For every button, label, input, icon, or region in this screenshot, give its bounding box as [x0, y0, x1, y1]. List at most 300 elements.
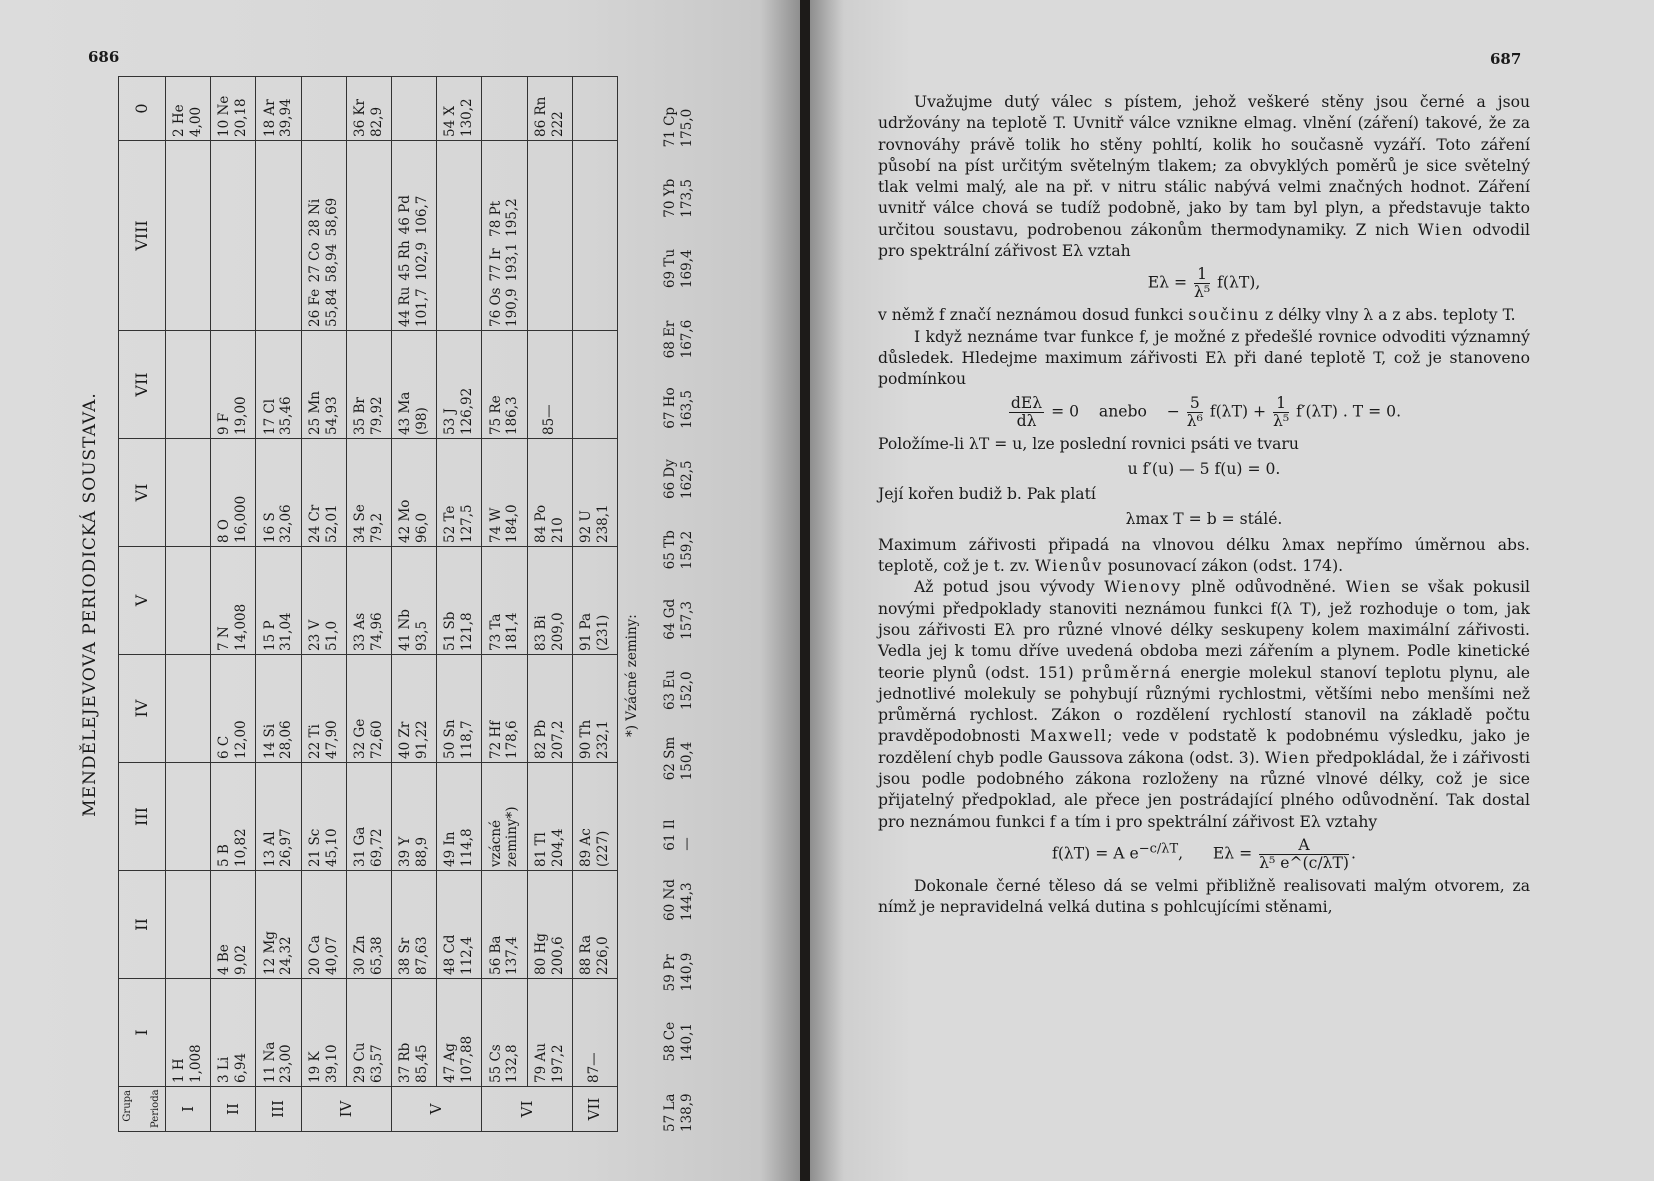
element-cell	[437, 77, 482, 141]
element-cell	[166, 141, 211, 331]
element-symbol: 81 Tl	[532, 832, 549, 867]
element-cell	[391, 77, 436, 141]
periodic-table	[118, 76, 618, 1132]
element-weight: 96,0	[414, 512, 431, 543]
element-cell	[166, 763, 211, 871]
element-weight: 163,5	[678, 390, 695, 429]
element-cell	[437, 871, 482, 979]
element-weight: 74,96	[368, 612, 385, 651]
element-weight: 9,02	[233, 944, 250, 975]
element-symbol: 39 Y	[397, 836, 414, 867]
element-symbol: 35 Br	[351, 397, 368, 435]
element-weight: 118,7	[459, 720, 476, 759]
element-symbol: 73 Ta	[487, 613, 504, 651]
element-cell	[166, 331, 211, 439]
element-cell	[301, 141, 346, 331]
element-cell	[166, 77, 211, 141]
element-cell	[256, 547, 301, 655]
element-symbol: 74 W	[487, 507, 504, 543]
period-row	[211, 77, 256, 1132]
element-symbol: 12 Mg	[261, 931, 278, 975]
element-cell	[527, 763, 572, 871]
element-cell	[166, 871, 211, 979]
element-symbol: 86 Rn	[532, 96, 549, 137]
element-weight: 4,00	[188, 106, 205, 137]
rare-earth-element	[662, 499, 696, 569]
group-header: I	[119, 979, 166, 1087]
element-symbol: 31 Ga	[351, 826, 368, 867]
element-symbol: 83 Bi	[532, 615, 549, 651]
period-row	[346, 77, 391, 1132]
rare-earth-element	[662, 429, 696, 499]
element-weight: 121,8	[459, 612, 476, 651]
element-symbol: 45 Rh	[397, 240, 414, 281]
element-cell	[527, 871, 572, 979]
element-weight: 138,9	[678, 1093, 695, 1132]
period-row	[301, 77, 346, 1132]
element-cell	[572, 763, 617, 871]
element-weight: 159,2	[678, 530, 695, 570]
element-symbol: 41 Nb	[397, 609, 414, 651]
corner-cell	[119, 1087, 166, 1132]
element-cell	[437, 979, 482, 1087]
element-triad-item	[397, 240, 431, 280]
equation-maximum-condition: $\frac{\text{dEλ}}{d\lambda}$ = 0 anebo − $\frac{5}{\text{λ⁶}}$ f(λT) + $\frac{1}{\text{λ⁵}}$ f′(λT) . T = 0.	[1010, 393, 1402, 430]
element-weight: 184,0	[504, 504, 521, 543]
rare-earth-element	[662, 569, 696, 639]
element-cell	[482, 77, 527, 141]
element-symbol: 61 Il	[662, 819, 678, 851]
element-weight: 12,00	[233, 720, 250, 759]
body-text	[878, 92, 1530, 919]
element-weight: 181,4	[504, 612, 521, 651]
element-symbol: 49 In	[442, 831, 459, 867]
element-cell	[391, 331, 436, 439]
element-weight: 39,94	[278, 98, 295, 137]
element-symbol: 21 Sc	[306, 828, 323, 867]
element-weight: 210	[549, 517, 566, 543]
element-weight: 178,6	[504, 720, 521, 759]
element-cell	[256, 871, 301, 979]
element-triad-item	[488, 243, 522, 282]
element-cell	[482, 979, 527, 1087]
element-weight: 232,1	[594, 720, 611, 759]
element-symbol: 65 Tb	[662, 530, 678, 570]
group-header: VII	[119, 331, 166, 439]
element-symbol: 6 C	[216, 735, 233, 759]
element-symbol: 26 Fe	[306, 288, 323, 327]
element-cell	[572, 439, 617, 547]
element-cell	[391, 439, 436, 547]
element-weight: 24,32	[278, 936, 295, 975]
element-symbol: 48 Cd	[442, 934, 459, 975]
element-cell	[527, 979, 572, 1087]
element-symbol: 50 Sn	[442, 719, 459, 759]
element-weight: 152,0	[678, 671, 695, 711]
element-weight: 40,07	[323, 936, 340, 975]
element-symbol: 51 Sb	[442, 611, 459, 651]
element-weight: 140,1	[678, 1023, 695, 1062]
element-weight: 51,0	[323, 620, 340, 651]
element-symbol: 33 As	[351, 612, 368, 651]
rare-earth-element	[662, 991, 696, 1061]
element-cell	[572, 547, 617, 655]
rare-earth-element	[662, 77, 696, 147]
rare-earths-block	[624, 77, 734, 1132]
element-weight: 58,94	[323, 243, 340, 283]
element-cell	[256, 439, 301, 547]
element-weight: 162,5	[678, 460, 695, 500]
element-cell	[301, 439, 346, 547]
element-weight: 55,84	[323, 288, 340, 327]
element-weight: 190,9	[504, 288, 521, 327]
period-label: II	[211, 1087, 256, 1132]
paragraph-1: Uvažujme dutý válec s pístem, jehož veškeré stěny jsou černé a jsou udržovány na teplotě T. Uvnitř válce vznikne elmag. vlnění (záření) takové, že za rovnováhy právě tolik ho stěny pohltí, kolik ho současně vyzáří. Toto záření působí na píst určitým světelným tlakem; za obvyklých poměrů je sice světelný tlak velmi malý, ale na př. v nitru stálic nabývá velmi značných hodnot. Záření uvnitř válce chová se tudíž podobně, jako by tam byl plyn, a představuje takto určitou soustavu, podrobenou zákonům thermodynamiky. Z nich Wien odvodil pro spektrální zářivost Eλ vztah	[878, 93, 1530, 261]
element-symbol: 19 K	[306, 1051, 323, 1083]
element-cell	[211, 439, 256, 547]
element-cell	[527, 439, 572, 547]
element-weight: 101,7	[414, 288, 431, 327]
element-cell	[211, 331, 256, 439]
element-symbol: 30 Zn	[351, 935, 368, 975]
element-cell	[572, 141, 617, 331]
group-header: IV	[119, 655, 166, 763]
element-weight: 186,3	[504, 396, 521, 435]
element-weight: 222	[549, 111, 566, 137]
element-cell	[211, 141, 256, 331]
element-symbol: 5 B	[216, 844, 233, 867]
rare-earth-element	[662, 921, 696, 991]
element-weight: 82,9	[368, 106, 385, 137]
element-weight: 14,008	[233, 603, 250, 651]
element-cell	[527, 331, 572, 439]
element-weight: 28,06	[278, 720, 295, 759]
period-label: V	[391, 1087, 481, 1132]
element-cell	[527, 77, 572, 141]
rare-earth-element	[662, 851, 696, 921]
element-cell	[572, 331, 617, 439]
element-weight: 157,3	[678, 601, 695, 640]
element-cell	[482, 547, 527, 655]
period-row	[572, 77, 617, 1132]
corner-period-label: Perioda	[149, 1089, 161, 1128]
element-symbol: 75 Re	[487, 395, 504, 435]
element-symbol: 62 Sm	[662, 736, 678, 781]
element-symbol: 37 Rb	[397, 1042, 414, 1083]
element-weight: 54,93	[323, 396, 340, 435]
element-cell	[346, 439, 391, 547]
rare-earth-element	[662, 288, 696, 358]
element-weight: 238,1	[594, 504, 611, 543]
element-symbol: 9 F	[216, 412, 233, 435]
element-cell	[256, 141, 301, 331]
element-symbol: 72 Hf	[487, 720, 504, 759]
element-weight: 63,57	[368, 1044, 385, 1083]
element-weight: 20,18	[233, 98, 250, 137]
element-weight: —	[678, 837, 695, 851]
element-weight: 6,94	[233, 1052, 250, 1083]
page-number-right: 687	[1490, 50, 1522, 68]
element-symbol: 56 Ba	[487, 935, 504, 975]
element-symbol: 14 Si	[261, 723, 278, 759]
period-label: III	[256, 1087, 301, 1132]
element-weight: 79,2	[368, 512, 385, 543]
period-row	[166, 77, 211, 1132]
group-header: 0	[119, 77, 166, 141]
element-cell	[301, 547, 346, 655]
element-symbol: 90 Th	[577, 719, 594, 759]
element-cell	[346, 141, 391, 331]
element-cell	[482, 331, 527, 439]
rare-earth-element	[662, 710, 696, 780]
element-cell	[211, 871, 256, 979]
element-symbol: 84 Po	[532, 504, 549, 543]
element-symbol: 54 X	[442, 105, 459, 137]
element-cell	[482, 871, 527, 979]
element-symbol: 47 Ag	[442, 1043, 459, 1083]
group-header: VI	[119, 439, 166, 547]
element-cell	[437, 331, 482, 439]
element-weight: 39,10	[323, 1044, 340, 1083]
element-symbol: 3 Li	[216, 1056, 233, 1083]
element-symbol: 25 Mn	[306, 391, 323, 435]
periodic-table-block	[80, 77, 738, 1132]
element-triad-item	[397, 195, 431, 234]
element-cell	[301, 655, 346, 763]
element-cell	[301, 331, 346, 439]
element-cell	[572, 979, 617, 1087]
paragraph-2: v němž f značí neznámou dosud funkci součinu z délky vlny λ a z abs. teploty T.	[878, 306, 1516, 325]
element-symbol: 92 U	[577, 510, 594, 543]
element-triad-item	[307, 288, 341, 327]
element-symbol: 28 Ni	[306, 198, 323, 237]
element-weight: 197,2	[549, 1044, 566, 1083]
element-symbol: 77 Ir	[487, 248, 504, 282]
element-cell	[437, 763, 482, 871]
element-cell	[166, 547, 211, 655]
element-weight: (98)	[414, 407, 431, 435]
element-symbol: 89 Ac	[577, 828, 594, 867]
element-cell	[482, 655, 527, 763]
element-symbol: 57 La	[662, 1093, 678, 1132]
paragraph-7: Až potud jsou vývody Wienovy plně odůvodněné. Wien se však pokusil novými předpoklady stanoviti neznámou funkci f(λ T), jež rozhoduje o tom, jak jsou zářivosti Eλ pro různé vlnové délky seskupeny kolem maximální zářivosti. Vedla jej k tomu dříve uvedená obdoba mezi zářením a plynem. Podle kinetické teorie plynů (odst. 151) průměrná energie molekul stanoví teplotu plynu, ale jednotlivé molekuly se pohybují různými rychlostmi, většími nebo menšími než průměrná rychlost. Zákon o rozdělení rychlostí stanovil na základě počtu pravděpodobnosti Maxwell; vede v podstatě k podobnému výsledku, jako je rozdělení chyb podle Gaussova zákona (odst. 3). Wien předpokládal, že i zářivosti jsou podle podobného zákona rozloženy na různé vlnové délky, což je sice přijatelný předpoklad, ale přece jen postrádající plného odůvodnění. Tak dostal pro neznámou funkci f a tím i pro spektrální zářivost Eλ vztahy	[878, 578, 1530, 831]
element-weight: 19,00	[233, 396, 250, 435]
period-label: IV	[301, 1087, 391, 1132]
left-page	[0, 0, 800, 1181]
element-weight: zeminy*)	[504, 806, 521, 867]
element-cell	[391, 763, 436, 871]
element-weight: 204,4	[549, 828, 566, 867]
page-number-left: 686	[88, 48, 120, 66]
element-weight: 79,92	[368, 396, 385, 435]
element-cell	[346, 655, 391, 763]
element-symbol: 66 Dy	[662, 459, 678, 500]
element-symbol: 10 Ne	[216, 95, 233, 137]
element-weight: 35,46	[278, 396, 295, 435]
element-symbol: 59 Pr	[662, 954, 678, 992]
paragraph-3: I když neznáme tvar funkce f, je možné z předešlé rovnice odvoditi významný důsledek. Hledejme maximum zářivosti Eλ při dané teplotě T, což je stanoveno podmínkou	[878, 327, 1530, 389]
element-cell	[391, 979, 436, 1087]
element-cell	[482, 763, 527, 871]
element-symbol: 34 Se	[351, 504, 368, 543]
element-symbol: 29 Cu	[351, 1042, 368, 1083]
element-cell	[256, 331, 301, 439]
period-row	[527, 77, 572, 1132]
rare-earth-element	[662, 640, 696, 710]
element-symbol: 27 Co	[306, 242, 323, 283]
group-header: V	[119, 547, 166, 655]
element-weight: 69,72	[368, 828, 385, 867]
paragraph-4: Položíme-li λT = u, lze poslední rovnici psáti ve tvaru	[878, 434, 1299, 453]
element-symbol: 52 Te	[442, 505, 459, 543]
element-cell	[301, 77, 346, 141]
element-symbol: 38 Sr	[397, 937, 414, 975]
element-cell	[527, 655, 572, 763]
element-symbol: 8 O	[216, 519, 233, 543]
element-symbol: 85—	[541, 404, 558, 435]
element-weight: 106,7	[414, 195, 431, 235]
element-symbol: 2 He	[171, 104, 188, 137]
table-title: MENDĚLEJEVOVA PERIODICKÁ SOUSTAVA.	[80, 392, 100, 817]
element-symbol: 22 Ti	[306, 724, 323, 759]
element-symbol: 4 Be	[216, 944, 233, 975]
element-symbol: 32 Ge	[351, 718, 368, 759]
element-symbol: 78 Pt	[487, 200, 504, 237]
element-weight: (231)	[594, 614, 611, 651]
element-cell	[346, 547, 391, 655]
element-weight: 127,5	[459, 504, 476, 543]
equation-wien-spectral: Eλ = $\frac{1}{\text{λ⁵}}$ f(λT),	[1147, 265, 1261, 302]
element-symbol: 1 H	[171, 1058, 188, 1083]
element-weight: 23,00	[278, 1044, 295, 1083]
period-row	[391, 77, 436, 1132]
period-row	[256, 77, 301, 1132]
element-symbol: 91 Pa	[577, 613, 594, 651]
element-symbol: 24 Cr	[306, 504, 323, 543]
rare-earth-element	[662, 780, 696, 850]
equation-lambda-max: λmax T = b = stálé.	[1125, 510, 1283, 529]
element-symbol: vzácné	[487, 819, 504, 867]
element-symbol: 16 S	[261, 512, 278, 543]
element-symbol: 63 Eu	[662, 670, 678, 711]
element-weight: 209,0	[549, 612, 566, 651]
element-cell	[211, 547, 256, 655]
element-weight: 31,04	[278, 612, 295, 651]
element-cell	[301, 871, 346, 979]
element-cell	[211, 763, 256, 871]
period-row	[482, 77, 527, 1132]
element-triad-item	[488, 288, 522, 327]
element-cell	[211, 655, 256, 763]
paragraph-8: Dokonale černé těleso dá se velmi přibližně realisovati malým otvorem, za nímž je nepravidelná velká dutina s pohlcujícími stěnami,	[878, 876, 1530, 917]
element-weight: 47,90	[323, 720, 340, 759]
corner-group-label: Grupa	[122, 1090, 133, 1122]
element-triad-item	[397, 287, 431, 327]
equation-u: u f′(u) — 5 f(u) = 0.	[1127, 459, 1281, 478]
element-cell	[301, 979, 346, 1087]
element-cell	[256, 77, 301, 141]
element-weight: 72,60	[368, 720, 385, 759]
element-weight: 32,06	[278, 504, 295, 543]
element-triad-item	[307, 198, 341, 237]
element-weight: 85,45	[414, 1044, 431, 1083]
rare-earth-element	[662, 147, 696, 217]
element-symbol: 60 Nd	[662, 879, 678, 922]
element-weight: 193,1	[504, 242, 521, 282]
element-weight: 167,6	[678, 319, 695, 359]
element-symbol: 58 Ce	[662, 1021, 678, 1062]
element-weight: 91,22	[414, 720, 431, 759]
element-cell	[437, 439, 482, 547]
rare-earth-element	[662, 218, 696, 288]
element-symbol: 11 Na	[261, 1041, 278, 1083]
element-symbol: 18 Ar	[261, 99, 278, 137]
element-symbol: 7 N	[216, 626, 233, 651]
element-symbol: 46 Pd	[397, 195, 414, 235]
element-symbol: 13 Al	[261, 831, 278, 867]
element-symbol: 40 Zr	[397, 721, 414, 759]
element-weight: 114,8	[459, 828, 476, 867]
element-symbol: 79 Au	[532, 1043, 549, 1083]
element-symbol: 15 P	[261, 620, 278, 651]
element-cell	[437, 141, 482, 331]
element-cell	[166, 655, 211, 763]
element-symbol: 70 Yb	[662, 178, 678, 218]
element-cell	[346, 77, 391, 141]
element-weight: 16,000	[233, 495, 250, 543]
element-symbol: 67 Ho	[662, 387, 678, 429]
group-header: III	[119, 763, 166, 871]
element-weight: 88,9	[414, 836, 431, 867]
rare-earth-element	[662, 1062, 696, 1132]
period-label: VI	[482, 1087, 572, 1132]
element-weight: 137,4	[504, 936, 521, 975]
element-cell	[256, 763, 301, 871]
equation-wien-law: f(λT) = A $e^{-c/\lambda T}$, Eλ = $\frac{A}{\text{λ⁵ e\textasciicircum{}(c/λT)}}$ .	[1052, 835, 1356, 872]
element-cell	[391, 141, 436, 331]
element-weight: 132,8	[504, 1044, 521, 1083]
element-weight: 58,69	[323, 197, 340, 237]
element-weight: 112,4	[459, 936, 476, 975]
element-cell	[391, 655, 436, 763]
element-cell	[211, 77, 256, 141]
element-weight: 102,9	[414, 242, 431, 281]
element-weight: 175,0	[678, 108, 695, 148]
element-symbol: 20 Ca	[306, 935, 323, 975]
element-cell	[437, 655, 482, 763]
element-cell	[572, 655, 617, 763]
element-weight: 10,82	[233, 828, 250, 867]
element-weight: 126,92	[459, 387, 476, 435]
element-symbol: 69 Tu	[662, 248, 678, 289]
element-weight: 200,6	[549, 936, 566, 975]
element-symbol: 87—	[586, 1052, 603, 1083]
element-weight: 195,2	[504, 198, 521, 237]
element-weight: 65,38	[368, 936, 385, 975]
element-cell	[391, 547, 436, 655]
element-cell	[256, 979, 301, 1087]
element-cell	[346, 979, 391, 1087]
element-cell	[211, 979, 256, 1087]
element-weight: 226,0	[594, 936, 611, 975]
element-symbol: 76 Os	[487, 287, 504, 327]
group-header-row	[119, 77, 166, 1132]
element-cell	[437, 547, 482, 655]
element-cell	[391, 871, 436, 979]
group-header: VIII	[119, 141, 166, 331]
period-label: I	[166, 1087, 211, 1132]
periodic-table-body	[166, 77, 618, 1132]
